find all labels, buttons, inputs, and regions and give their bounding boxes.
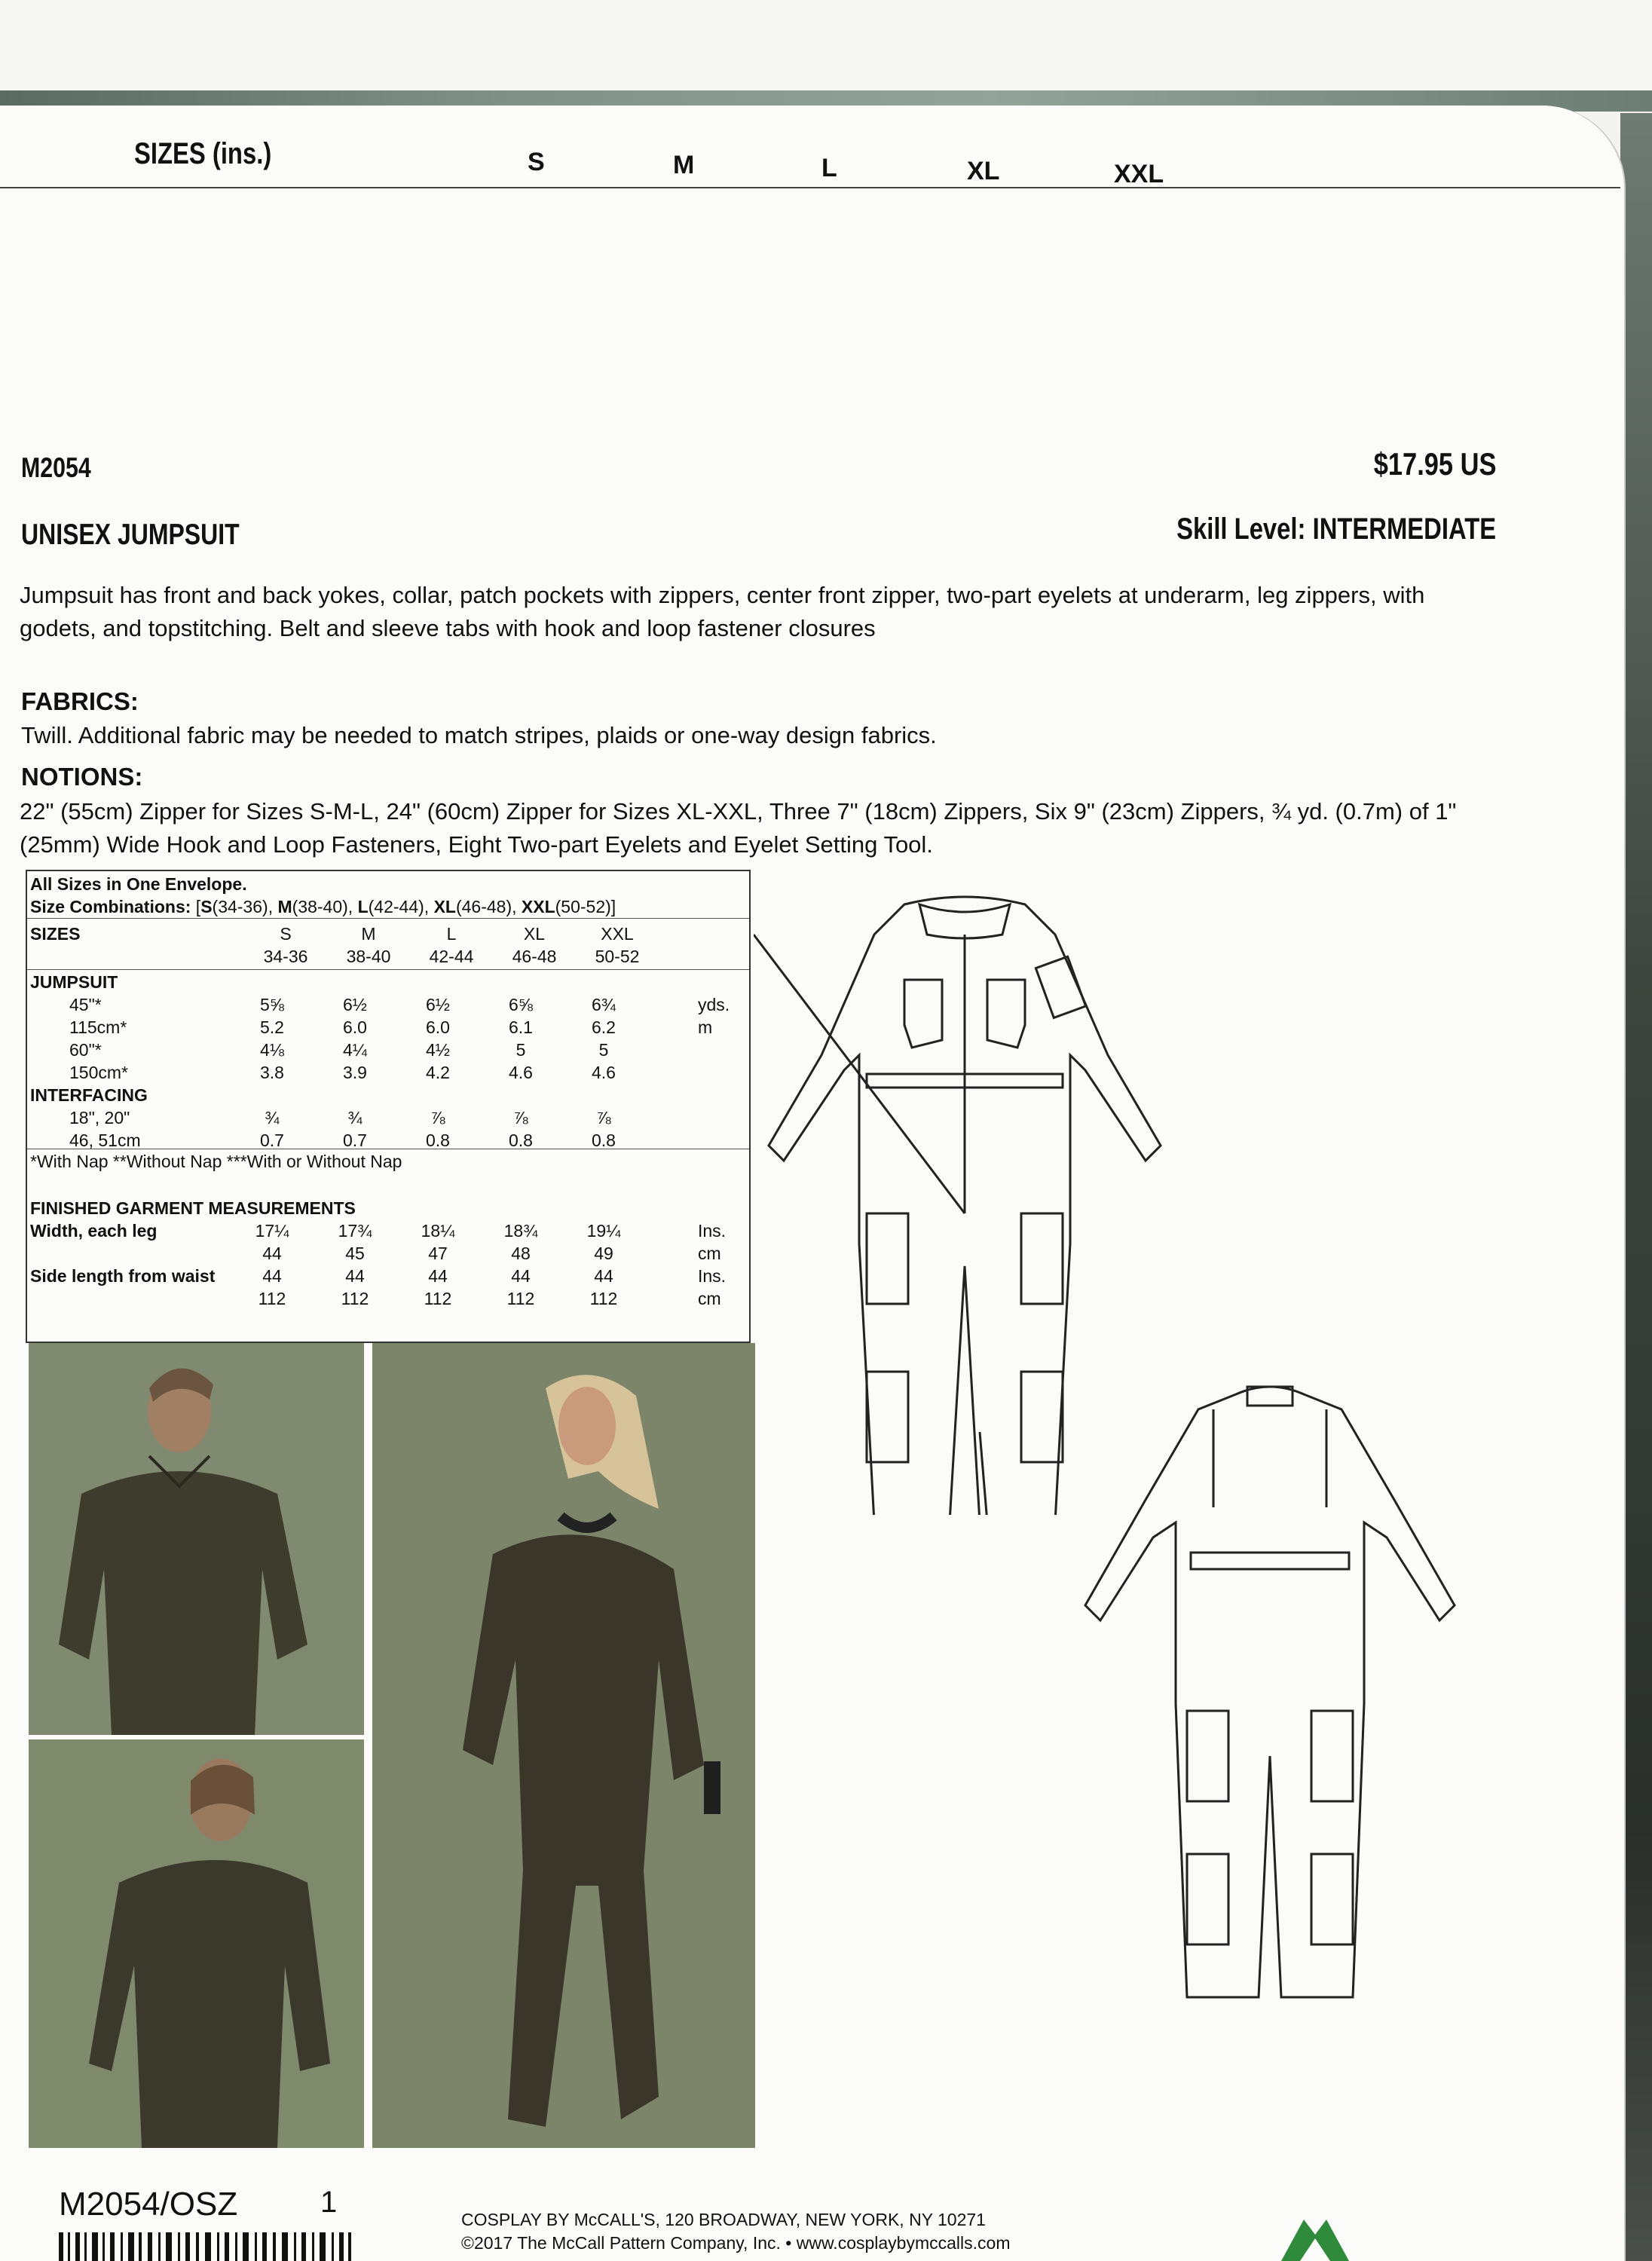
interfacing-heading: INTERFACING bbox=[30, 1085, 148, 1105]
size-xl: XL bbox=[967, 157, 1000, 185]
size-l: L bbox=[821, 154, 837, 182]
photo-man-front bbox=[29, 1343, 364, 1735]
notions-text: 22" (55cm) Zipper for Sizes S-M-L, 24" (60cm) Zipper for Sizes XL-XXL, Three 7" (18cm) Zippers, Six 9" (23cm) Zippers, ¾ yd. (0.7m) of 1" (25mm) Wide Hook and Loop Fasteners, Eight Two-part Eyelets and Eyelet Setting Tool. bbox=[20, 798, 1457, 858]
top-margin bbox=[0, 0, 1652, 98]
size-combinations: Size Combinations: [S(34-36), M(38-40), L(42-44), XL(46-48), XXL(50-52)] bbox=[30, 897, 616, 916]
skill-level bbox=[1176, 512, 1496, 546]
pattern-code: M2054 bbox=[21, 452, 91, 483]
jumpsuit-heading: JUMPSUIT bbox=[30, 972, 118, 992]
yardage-chart: All Sizes in One Envelope. Size Combinations: [S(34-36), M(38-40), L(42-44), XL(46-48), XXL(50-52)] SIZES S M L XL XXL 34-36 38-40 42-44 46-48 50-52 JUMPSUIT 45"* 5⅝ 6½ 6½ 6⅝ 6¾ yds. 115cm* 5.2 6.0 6.0 6.1 6.2 m 60"* 4⅛ 4¼ 4½ 5 5 150cm* 3.8 3.9 4.2 4.6 4.6 INTERFACING 18", 20" ¾ ¾ ⅞ ⅞ ⅞ 46, 51cm 0.7 0.7 0.8 0.8 0.8 *With Nap **Without Nap ***With or Without Nap FINISHED GARMENT MEASUREMENTS Width, each leg 17¼ 17¾ 18¼ 18¾ 19¼ Ins. 44 45 47 48 49 cm Side length from waist 44 44 44 44 44 Ins. 112 112 112 112 112 cm bbox=[26, 870, 751, 1343]
chart-rule bbox=[27, 918, 749, 919]
company-address: COSPLAY BY McCALL'S, 120 BROADWAY, NEW YORK, NY 10271 bbox=[461, 2210, 986, 2229]
sizes-label: SIZES (ins.) bbox=[134, 137, 272, 170]
barcode bbox=[59, 2232, 353, 2261]
finished-heading: FINISHED GARMENT MEASUREMENTS bbox=[30, 1198, 356, 1218]
envelope-note: All Sizes in One Envelope. bbox=[30, 874, 247, 894]
nap-note: *With Nap **Without Nap ***With or Without Nap bbox=[30, 1152, 402, 1171]
footer-code: M2054/OSZ bbox=[59, 2186, 238, 2223]
background-edge bbox=[1620, 113, 1652, 2261]
description: Jumpsuit has front and back yokes, collar, patch pockets with zippers, center front zipper, two-part eyelets at underarm, leg zippers, with godets, and topstitching. Belt and sleeve tabs with hook and loop fastener closures bbox=[20, 582, 1425, 641]
chart-rule bbox=[27, 969, 749, 970]
sizes-header: SIZES bbox=[30, 924, 81, 944]
footer-number: 1 bbox=[320, 2186, 338, 2219]
pattern-title: UNISEX JUMPSUIT bbox=[21, 519, 240, 551]
fabrics-heading: FABRICS: bbox=[21, 687, 139, 715]
size-m: M bbox=[673, 151, 695, 179]
skill-value: INTERMEDIATE bbox=[1312, 512, 1496, 546]
company-info bbox=[461, 2208, 1010, 2255]
jumpsuit-back-drawing bbox=[1063, 1379, 1470, 2012]
company-copyright: ©2017 The McCall Pattern Company, Inc. • www.cosplaybymccalls.com bbox=[461, 2233, 1011, 2253]
size-xxl: XXL bbox=[1114, 160, 1164, 188]
skill-label: Skill Level: bbox=[1176, 512, 1306, 546]
fabrics-text: Twill. Additional fabric may be needed to match stripes, plaids or one-way design fabrics. bbox=[21, 722, 937, 748]
price: $17.95 US bbox=[1373, 446, 1496, 482]
size-s: S bbox=[528, 148, 545, 176]
recycle-icon bbox=[1259, 2204, 1372, 2261]
photo-man-back bbox=[29, 1739, 364, 2148]
notions-heading: NOTIONS: bbox=[21, 763, 143, 791]
photo-woman bbox=[372, 1343, 755, 2148]
